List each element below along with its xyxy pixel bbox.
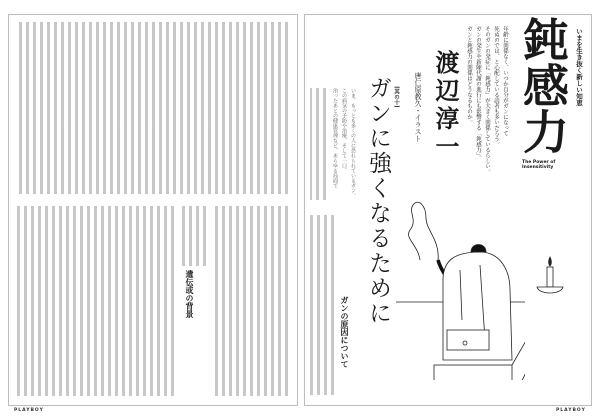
right-page [300,0,600,417]
lead-line: そのガンの発症に「鈍感力」が大きく関係しているらしい。 [484,26,490,175]
lead-text [464,26,509,175]
subhead-heredity: 遺伝或の背景 [185,270,195,318]
chapter-label: [其の十] [393,86,399,108]
lead-line: ガンの発生や新陳代謝の進行にも影響する「鈍感力」。 [475,26,481,161]
body-text-block-upper [16,22,288,194]
figure-head [471,245,486,253]
body-line: 治ったあとの健康管理など、あらゆる局面で [332,88,338,188]
large-drawer [434,365,512,380]
series-tagline: いまを生き抜く新しい知恵 [575,28,583,106]
small-drawer [447,330,489,350]
lead-line: 年齢に関係なく、いつか自分がガンになって [502,26,508,136]
body-line: いま、もっとも多くの人に恐れられているガン。 [350,88,356,198]
lead-line: 死ぬのでは、と心配している読者も多いだろう。 [493,26,499,147]
series-title: 鈍感力 [516,16,570,154]
body-opening [330,88,357,198]
headline: ガンに強くなるために [365,76,391,326]
footer-right: PLAYBOY [556,408,586,413]
subhead-cause: ガンの原因について [340,296,350,368]
body-text-block-lower [310,215,334,395]
body-line: この病気の予防や治療、そして一口、 [341,88,347,173]
author-name: 渡辺淳一 [431,50,460,162]
body-text-block-lower-right [212,206,288,396]
series-title-en [522,160,555,170]
candle-icon [535,255,565,297]
illustrator-credit: 唐仁原教久・イラスト [414,72,422,142]
body-text-block-after-subhead [180,206,206,266]
lead-line: ガンと鈍感力の関係はどうなるものか。 [466,26,472,125]
title-en-line: The Power of [522,160,556,165]
smoke-icon [409,202,439,260]
footer-left: PLAYBOY [14,408,44,413]
body-text-block-upper [310,88,326,200]
illustration-figure-at-drawer [360,200,525,380]
title-en-line: Insensitivity [522,165,554,170]
body-text-block-lower-left [16,206,174,396]
